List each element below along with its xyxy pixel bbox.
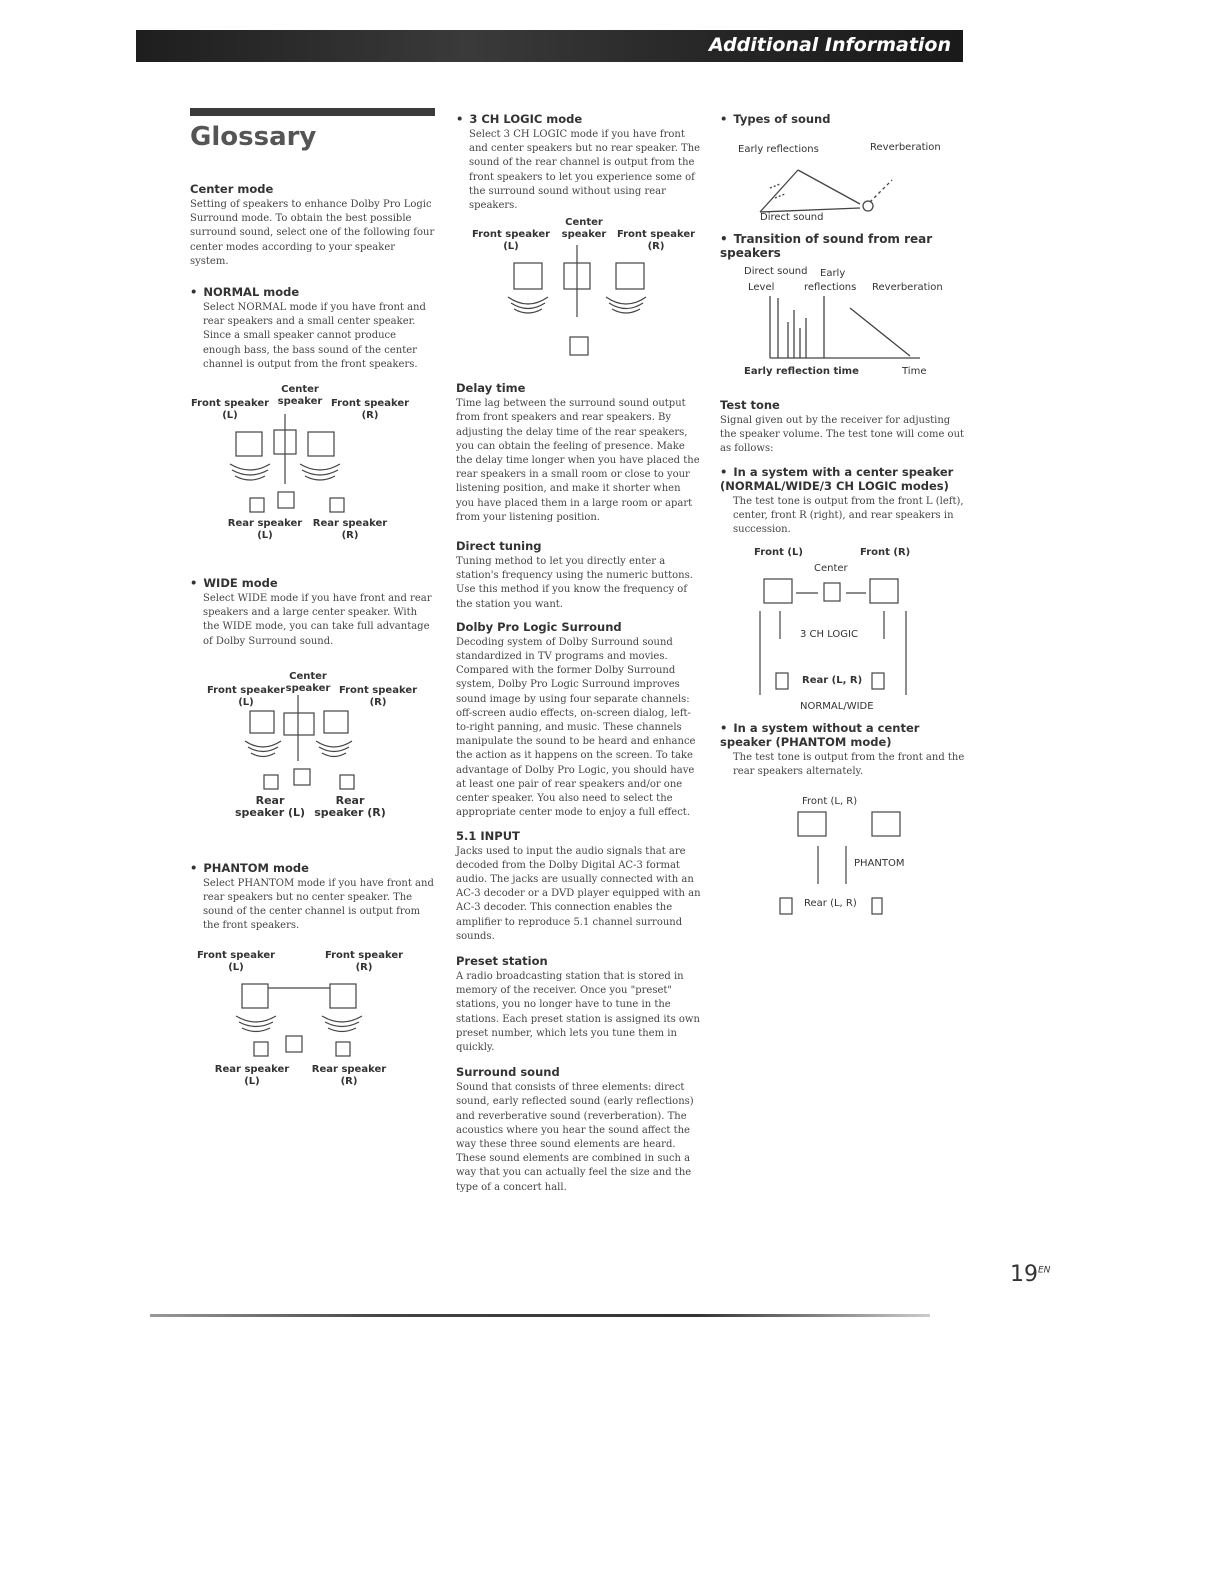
page-number bbox=[1010, 1262, 1050, 1287]
term-surround-sound: Surround sound bbox=[456, 1065, 560, 1080]
label-3ch-logic: 3 CH LOGIC bbox=[800, 629, 858, 641]
definition-test-tone: Signal given out by the receiver for adjusting the speaker volume. The test tone will come out as follows: bbox=[720, 415, 965, 455]
term-test-tone: Test tone bbox=[720, 398, 780, 412]
column-1 bbox=[190, 108, 435, 1120]
label-center-short: Center bbox=[814, 563, 848, 575]
diagram-test-tone-phantom bbox=[720, 796, 965, 926]
heading-with-center: In a system with a center speaker (NORMAL/WIDE/3 CH LOGIC modes) bbox=[720, 464, 954, 493]
label-normal-wide: NORMAL/WIDE bbox=[800, 701, 874, 713]
term-delay-time: Delay time bbox=[456, 381, 526, 396]
page-title: Glossary bbox=[190, 122, 317, 152]
term-normal-mode: NORMAL mode bbox=[203, 285, 300, 300]
label-front-r: Front speaker (R) bbox=[616, 229, 696, 253]
text-normal-mode: Select NORMAL mode if you have front and rear speakers and a small center speaker. Since a small speaker cannot produce enough bass, the bass sound of the center channel is output from the front speakers. bbox=[203, 302, 426, 370]
bullet-3ch-logic-mode: • 3 CH LOGIC mode bbox=[456, 112, 583, 126]
label-front-l: Front speaker (L) bbox=[196, 949, 276, 973]
label-rear-l: Rear speaker (L) bbox=[227, 518, 303, 542]
label-front-lr: Front (L, R) bbox=[802, 795, 858, 807]
section-title: Additional Information bbox=[708, 34, 951, 56]
term-center-mode: Center mode bbox=[190, 182, 274, 196]
label-direct-sound: Direct sound bbox=[744, 266, 808, 277]
bullet-phantom-mode: • PHANTOM mode bbox=[190, 860, 309, 875]
label-front-r-short: Front (R) bbox=[860, 547, 911, 559]
label-direct-sound: Direct sound bbox=[760, 212, 824, 223]
column-3 bbox=[720, 108, 965, 926]
text-with-center: The test tone is output from the front L (left), center, front R (right), and rear speakers in succession. bbox=[733, 495, 964, 536]
term-wide-mode: WIDE mode bbox=[203, 576, 278, 591]
label-level: Level bbox=[748, 282, 775, 293]
term-transition: Transition of sound from rear speakers bbox=[720, 232, 933, 260]
text-wide-mode: Select WIDE mode if you have front and rear speakers and a large center speaker. With the WIDE mode, you can take full advantage of Dolby Surround sound. bbox=[203, 593, 432, 647]
definition-dolby-pro-logic: Decoding system of Dolby Surround sound standardized in TV programs and movies. Compared with the former Dolby Surround system, Dolby Pro Logic Surround improves sound image by using four separate channels: off-screen audio effects, on-screen dialog, left-to-right panning, and music. These channels manipulate the sound to be heard and enhance the action as it happens on the screen. To take advantage of Dolby Pro Logic, you should have at least one pair of rear speakers and/or one center speaker. You also need to select the appropriate center mode to enjoy a full effect. bbox=[456, 636, 696, 819]
label-reverberation: Reverberation bbox=[872, 282, 943, 293]
definition-direct-tuning: Tuning method to let you directly enter a station's frequency using the numeric buttons. Use this method if you know the frequency of the station you want. bbox=[456, 556, 693, 610]
text-without-center: The test tone is output from the front and the rear speakers alternately. bbox=[733, 752, 965, 778]
label-center: Center speaker bbox=[277, 384, 323, 408]
definition-delay-time: Time lag between the surround sound output from front speakers and rear speakers. By adjusting the delay time of the rear speakers, you can obtain the feeling of presence. Make the delay time longer when you have placed the rear speakers in a small room or close to your listening position, and make it shorter when you have placed them in a large room or apart from your listening position. bbox=[456, 398, 700, 523]
diagram-3ch-logic-mode bbox=[456, 217, 701, 367]
diagram-wide-mode bbox=[190, 671, 435, 851]
diagram-transition bbox=[720, 262, 965, 386]
label-rear-lr: Rear (L, R) bbox=[804, 897, 857, 909]
bullet-with-center: • In a system with a center speaker (NORMAL/WIDE/3 CH LOGIC modes) bbox=[720, 464, 954, 493]
term-types-of-sound: Types of sound bbox=[733, 112, 831, 126]
bullet-without-center: • In a system without a center speaker (PHANTOM mode) bbox=[720, 721, 920, 750]
label-center: Center speaker bbox=[285, 670, 331, 694]
heading-without-center: In a system without a center speaker (PHANTOM mode) bbox=[720, 721, 920, 750]
label-early: Early bbox=[820, 268, 846, 279]
label-rear-r: Rear speaker (R) bbox=[311, 1063, 387, 1087]
speaker-layout-3ch-icon bbox=[456, 217, 701, 367]
diagram-phantom-mode bbox=[190, 950, 435, 1120]
label-front-l: Front speaker (L) bbox=[471, 229, 551, 253]
label-rear-l: Rear speaker (L) bbox=[214, 1063, 290, 1087]
diagram-normal-mode bbox=[190, 384, 435, 562]
text-phantom-mode: Select PHANTOM mode if you have front and rear speakers but no center speaker. The sound of the center channel is output from the front speakers. bbox=[203, 877, 434, 932]
term-preset-station: Preset station bbox=[456, 953, 548, 968]
sound-reflection-icon bbox=[720, 128, 960, 232]
label-front-l: Front speaker (L) bbox=[190, 398, 270, 422]
label-rear-l: Rear speaker (L) bbox=[234, 793, 306, 819]
label-rear-r: Rear speaker (R) bbox=[312, 518, 388, 542]
label-front-r: Front speaker (R) bbox=[330, 398, 410, 422]
page-number-suffix: EN bbox=[1038, 1265, 1051, 1276]
label-early-reflections: Early reflections bbox=[738, 144, 819, 155]
definition-preset-station: A radio broadcasting station that is stored in memory of the receiver. Once you "preset" stations, you no longer have to tune in the stations. Each preset station is assigned its own preset number, which lets you tune them in quickly. bbox=[456, 970, 700, 1053]
definition-surround-sound: Sound that consists of three elements: direct sound, early reflected sound (early reflections) and reverberative sound (reverberation). The acoustics where you hear the sound affect the way these three sound elements are heard. These sound elements are combined in such a way that you can actually feel the size and the type of a concert hall. bbox=[456, 1082, 694, 1193]
label-phantom: PHANTOM bbox=[854, 857, 905, 869]
column-2 bbox=[456, 108, 701, 1195]
label-front-l: Front speaker (L) bbox=[206, 684, 286, 708]
section-header-bar bbox=[136, 30, 963, 62]
label-early-reflection-time: Early reflection time bbox=[744, 366, 859, 377]
term-3ch-logic-mode: 3 CH LOGIC mode bbox=[469, 112, 583, 126]
label-center: Center speaker bbox=[561, 217, 607, 241]
label-rear-r: Rear speaker (R) bbox=[314, 793, 386, 819]
term-phantom-mode: PHANTOM mode bbox=[203, 860, 309, 875]
term-5-1-input: 5.1 INPUT bbox=[456, 828, 520, 843]
term-direct-tuning: Direct tuning bbox=[456, 539, 542, 554]
speaker-layout-phantom-icon bbox=[190, 950, 430, 1120]
bullet-transition: • Transition of sound from rear speakers bbox=[720, 232, 933, 260]
label-rear-lr: Rear (L, R) bbox=[802, 675, 863, 687]
term-dolby-pro-logic: Dolby Pro Logic Surround bbox=[456, 619, 622, 634]
bottom-rule bbox=[150, 1314, 930, 1317]
title-rule bbox=[190, 108, 435, 116]
label-reflections: reflections bbox=[804, 282, 857, 293]
label-front-l-short: Front (L) bbox=[754, 547, 803, 559]
text-3ch-logic-mode: Select 3 CH LOGIC mode if you have front and center speakers but no rear speaker. The sound of the rear channel is output from the front speakers to let you experience some of the surround sound without using rear speakers. bbox=[469, 129, 701, 212]
label-reverberation: Reverberation bbox=[870, 142, 941, 153]
bullet-wide-mode: • WIDE mode bbox=[190, 576, 278, 591]
definition-5-1-input: Jacks used to input the audio signals that are decoded from the Dolby Digital AC-3 format audio. The jacks are usually connected with an AC-3 decoder or a DVD player equipped with an AC-3 decoder. This connection enables the amplifier to reproduce 5.1 channel surround sounds. bbox=[456, 845, 701, 942]
diagram-types-of-sound bbox=[720, 128, 965, 232]
speaker-layout-wide-icon bbox=[190, 671, 430, 851]
label-time: Time bbox=[902, 366, 927, 377]
bullet-normal-mode: • NORMAL mode bbox=[190, 285, 300, 300]
definition-center-mode: Setting of speakers to enhance Dolby Pro Logic Surround mode. To obtain the best possible surround sound, select one of the following four center modes according to your speaker system. bbox=[190, 199, 435, 267]
page-number-value: 19 bbox=[1010, 1262, 1038, 1287]
label-front-r: Front speaker (R) bbox=[324, 949, 404, 973]
label-front-r: Front speaker (R) bbox=[338, 684, 418, 708]
diagram-test-tone-center bbox=[720, 547, 965, 715]
bullet-types-of-sound: • Types of sound bbox=[720, 112, 831, 126]
